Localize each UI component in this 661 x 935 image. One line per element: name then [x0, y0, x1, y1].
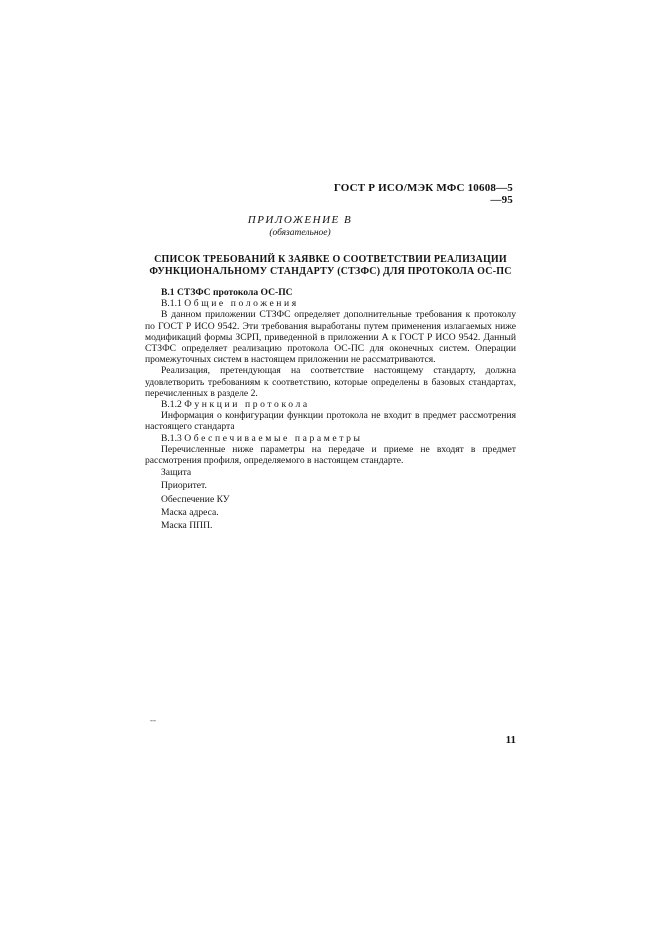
- page-number: 11: [505, 734, 516, 746]
- document-title: [145, 254, 516, 278]
- appendix-title: ПРИЛОЖЕНИЕ В: [247, 214, 353, 226]
- section-b13-title: Обеспечиваемые параметры: [184, 432, 363, 444]
- section-b11-number: В.1.1: [161, 298, 182, 310]
- document-body: [145, 287, 516, 532]
- list-item: Приоритет.: [161, 480, 207, 492]
- section-b11-title: Общие положения: [184, 298, 299, 310]
- list-item: Маска ППП.: [161, 520, 213, 532]
- paragraph-protocol-functions: Информация о конфигурации функции протокола не входит в предмет рассмотрения настоящего стандарта: [145, 410, 516, 433]
- section-b1-heading: В.1 СТЗФС протокола ОС-ПС: [161, 287, 293, 298]
- section-b11-heading: [145, 298, 516, 309]
- section-b12-title: Функции протокола: [184, 399, 310, 411]
- document-title-line-2: ФУНКЦИОНАЛЬНОМУ СТАНДАРТУ (СТЗФС) ДЛЯ ПРОТОКОЛА ОС-ПС: [149, 266, 512, 277]
- section-b13-number: В.1.3: [161, 432, 182, 444]
- standard-header: ГОСТ Р ИСО/МЭК МФС 10608—5—95: [333, 182, 513, 206]
- paragraph-conformance: Реализация, претендующая на соответствие настоящему стандарту, должна удовлетворить требованиям к соответствию, которые определены в базовых стандартах, перечисленных в разделе 2.: [145, 365, 516, 399]
- paragraph-scope: В данном приложении СТЗФС определяет дополнительные требования к протоколу по ГОСТ Р ИСО 9542. Эти требования выработаны путем применения излагаемых ниже модификаций формы ЗСРП, приведенной в приложении А к ГОСТ Р ИСО 9542. Данный СТЗФС определяет реализацию протокола ОС-ПС для оконечных систем. Операции промежуточных систем в настоящем приложении не рассматриваются.: [145, 309, 516, 366]
- list-item: Обеспечение КУ: [161, 493, 230, 505]
- parameter-list: [145, 466, 516, 532]
- margin-dash: --: [150, 715, 156, 725]
- appendix-heading: [180, 214, 420, 239]
- section-b12-number: В.1.2: [161, 399, 182, 411]
- section-b12-heading: [145, 399, 516, 410]
- paragraph-parameters: Перечисленные ниже параметры на передаче и приеме не входят в предмет рассмотрения профиля, определяемого в настоящем стандарте.: [145, 443, 516, 467]
- list-item: Маска адреса.: [161, 506, 219, 518]
- list-item: Защита: [161, 467, 192, 479]
- section-b13-heading: [145, 433, 516, 444]
- document-title-line-1: СПИСОК ТРЕБОВАНИЙ К ЗАЯВКЕ О СООТВЕТСТВИИ РЕАЛИЗАЦИИ: [154, 254, 507, 265]
- appendix-note: (обязательное): [269, 228, 331, 238]
